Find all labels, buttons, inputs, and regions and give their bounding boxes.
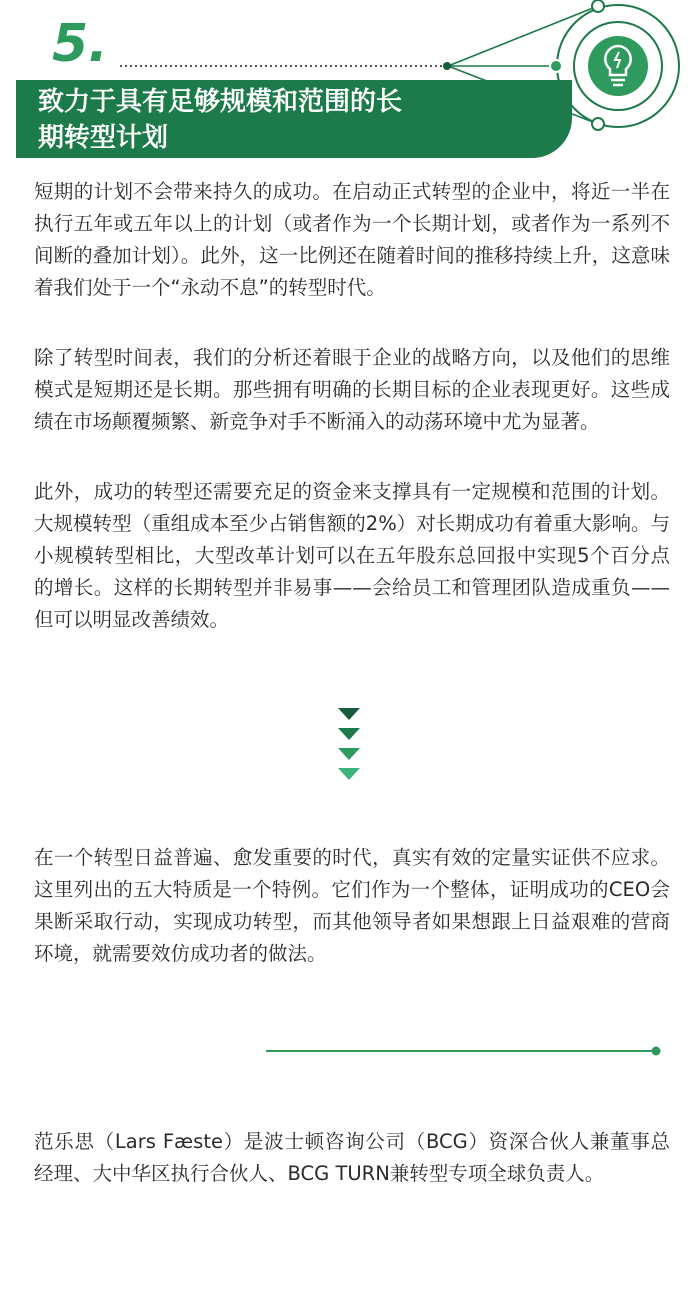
paragraph-2: 除了转型时间表，我们的分析还着眼于企业的战略方向，以及他们的思维模式是短期还是长期。那些拥有明确的长期目标的企业表现更好。这些成绩在市场颠覆频繁、新竞争对手不断涌入的动荡环境中尤为显著。 xyxy=(34,346,670,433)
section-number: 5. xyxy=(52,14,108,74)
section-title-line2: 期转型计划 xyxy=(38,123,169,153)
section-header xyxy=(0,0,700,170)
node-bottom xyxy=(592,118,604,130)
node-top xyxy=(592,0,604,12)
section-title-line1: 致力于具有足够规模和范围的长 xyxy=(38,87,403,117)
section-divider xyxy=(266,1044,666,1058)
paragraph-1: 短期的计划不会带来持久的成功。在启动正式转型的企业中，将近一半在执行五年或五年以上的计划（或者作为一个长期计划，或者作为一系列不间断的叠加计划）。此外，这一比例还在随着时间的推移持续上升，这意味着我们处于一个“永动不息”的转型时代。 xyxy=(34,180,670,299)
section-title xyxy=(38,84,508,156)
node-left xyxy=(443,62,451,70)
chevron-down-icon xyxy=(336,706,362,786)
dot-icon xyxy=(652,1047,661,1056)
node-middle xyxy=(550,60,562,72)
author-bio: 范乐思（Lars Fæste）是波士顿咨询公司（BCG）资深合伙人兼董事总经理、大中华区执行合伙人、BCG TURN兼转型专项全球负责人。 xyxy=(34,1130,670,1185)
conclusion-paragraph: 在一个转型日益普遍、愈发重要的时代，真实有效的定量实证供不应求。这里列出的五大特质是一个特例。它们作为一个整体，证明成功的CEO会果断采取行动，实现成功转型，而其他领导者如果想跟上日益艰难的营商环境，就需要效仿成功者的做法。 xyxy=(34,846,670,965)
paragraph-3: 此外，成功的转型还需要充足的资金来支撑具有一定规模和范围的计划。大规模转型（重组成本至少占销售额的2%）对长期成功有着重大影响。与小规模转型相比，大型改革计划可以在五年股东总回报中实现5个百分点的增长。这样的长期转型并非易事——会给员工和管理团队造成重负——但可以明显改善绩效。 xyxy=(34,480,670,631)
